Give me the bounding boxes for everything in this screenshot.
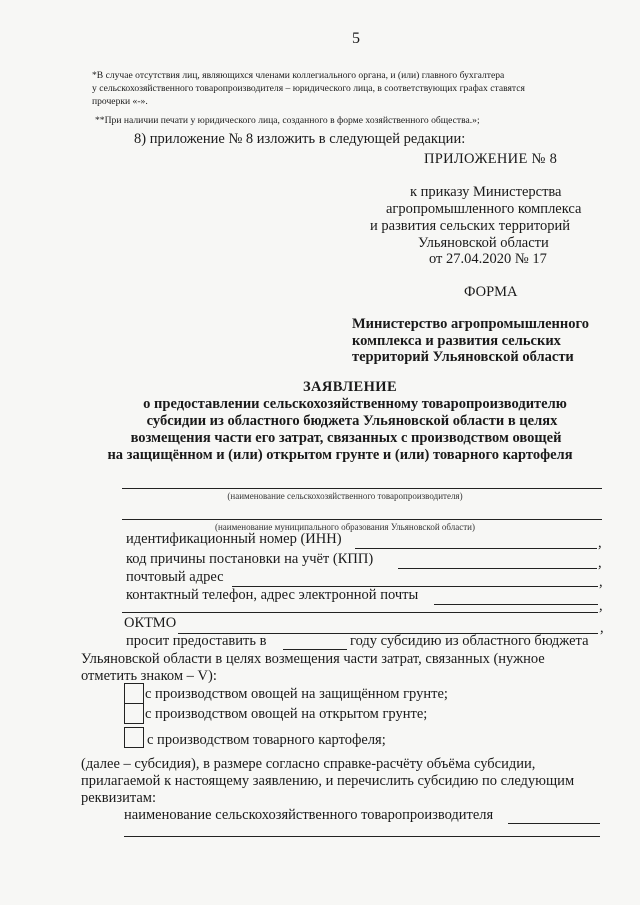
closing-line: прилагаемой к настоящему заявлению, и перечислить субсидию по следующим xyxy=(81,773,575,789)
closing-line: реквизитам: xyxy=(81,790,156,806)
amendment-item-8: 8) приложение № 8 изложить в следующей редакции: xyxy=(134,131,466,147)
request-text: просит предоставить в xyxy=(126,633,267,649)
appendix-line: и развития сельских территорий xyxy=(370,218,571,234)
form-label: ФОРМА xyxy=(464,284,518,300)
request-line: отметить знаком – V): xyxy=(81,668,217,684)
municipality-line[interactable] xyxy=(122,519,602,520)
option-label: с производством овощей на защищённом грунте; xyxy=(145,686,448,702)
year-field[interactable] xyxy=(283,649,347,650)
bank-details-label: наименование сельскохозяйственного товаропроизводителя xyxy=(124,807,494,823)
closing-line: (далее – субсидия), в размере согласно справке-расчёту объёма субсидии, xyxy=(81,756,536,772)
appendix-title: ПРИЛОЖЕНИЕ № 8 xyxy=(424,151,558,167)
request-text-cont: году субсидию из областного бюджета xyxy=(350,633,589,649)
subheading-line: о предоставлении сельскохозяйственному товаропроизводителю xyxy=(143,396,567,412)
appendix-line: агропромышленного комплекса xyxy=(386,201,582,217)
appendix-line: Ульяновской области xyxy=(418,235,549,251)
bank-details-field[interactable] xyxy=(508,823,600,824)
footnote-line: **При наличии печати у юридического лица, созданного в форме хозяйственного общества.»; xyxy=(95,115,480,126)
appendix-line: от 27.04.2020 № 17 xyxy=(429,251,547,267)
checkbox-open-ground[interactable] xyxy=(124,703,144,724)
comma: , xyxy=(599,598,603,614)
option-label: с производством овощей на открытом грунте; xyxy=(145,706,428,722)
producer-name-line[interactable] xyxy=(122,488,602,489)
footnote-line: прочерки «-». xyxy=(92,96,148,107)
contacts-label: контактный телефон, адрес электронной почты xyxy=(126,587,419,603)
comma: , xyxy=(599,574,603,590)
subheading-line: субсидии из областного бюджета Ульяновской области в целях xyxy=(146,413,558,429)
contacts-field[interactable] xyxy=(434,604,598,605)
addressee-line: территорий Ульяновской области xyxy=(352,349,574,365)
footnote-line: *В случае отсутствия лиц, являющихся членами коллегиального органа, и (или) главного бухгалтера xyxy=(92,70,505,81)
request-line: Ульяновской области в целях возмещения части затрат, связанных (нужное xyxy=(81,651,545,667)
municipality-caption: (наименование муниципального образования Ульяновской области) xyxy=(214,522,475,532)
address-label: почтовый адрес xyxy=(126,569,224,585)
inn-label: идентификационный номер (ИНН) xyxy=(126,531,342,547)
comma: , xyxy=(598,555,602,571)
page-number: 5 xyxy=(352,30,360,47)
checkbox-protected-ground[interactable] xyxy=(124,683,144,704)
option-label: с производством товарного картофеля; xyxy=(147,732,386,748)
subheading-line: возмещения части его затрат, связанных с производством овощей xyxy=(130,430,562,446)
kpp-field[interactable] xyxy=(398,568,597,569)
subheading-line: на защищённом и (или) открытом грунте и (или) товарного картофеля xyxy=(107,447,573,463)
kpp-label: код причины постановки на учёт (КПП) xyxy=(126,551,374,567)
document-heading: ЗАЯВЛЕНИЕ xyxy=(303,379,398,395)
bank-details-field-continued[interactable] xyxy=(124,836,600,837)
addressee-line: Министерство агропромышленного xyxy=(352,316,589,332)
appendix-line: к приказу Министерства xyxy=(410,184,562,200)
producer-caption: (наименование сельскохозяйственного товаропроизводителя) xyxy=(227,491,463,501)
contacts-field-continued[interactable] xyxy=(122,612,598,613)
oktmo-label: ОКТМО xyxy=(124,615,177,631)
addressee-line: комплекса и развития сельских xyxy=(352,333,561,349)
footnote-line: у сельскохозяйственного товаропроизводителя – юридического лица, в соответствующих графах ставятся xyxy=(92,83,525,94)
inn-field[interactable] xyxy=(355,548,597,549)
comma: , xyxy=(600,620,604,636)
checkbox-potatoes[interactable] xyxy=(124,727,144,748)
comma: , xyxy=(598,535,602,551)
